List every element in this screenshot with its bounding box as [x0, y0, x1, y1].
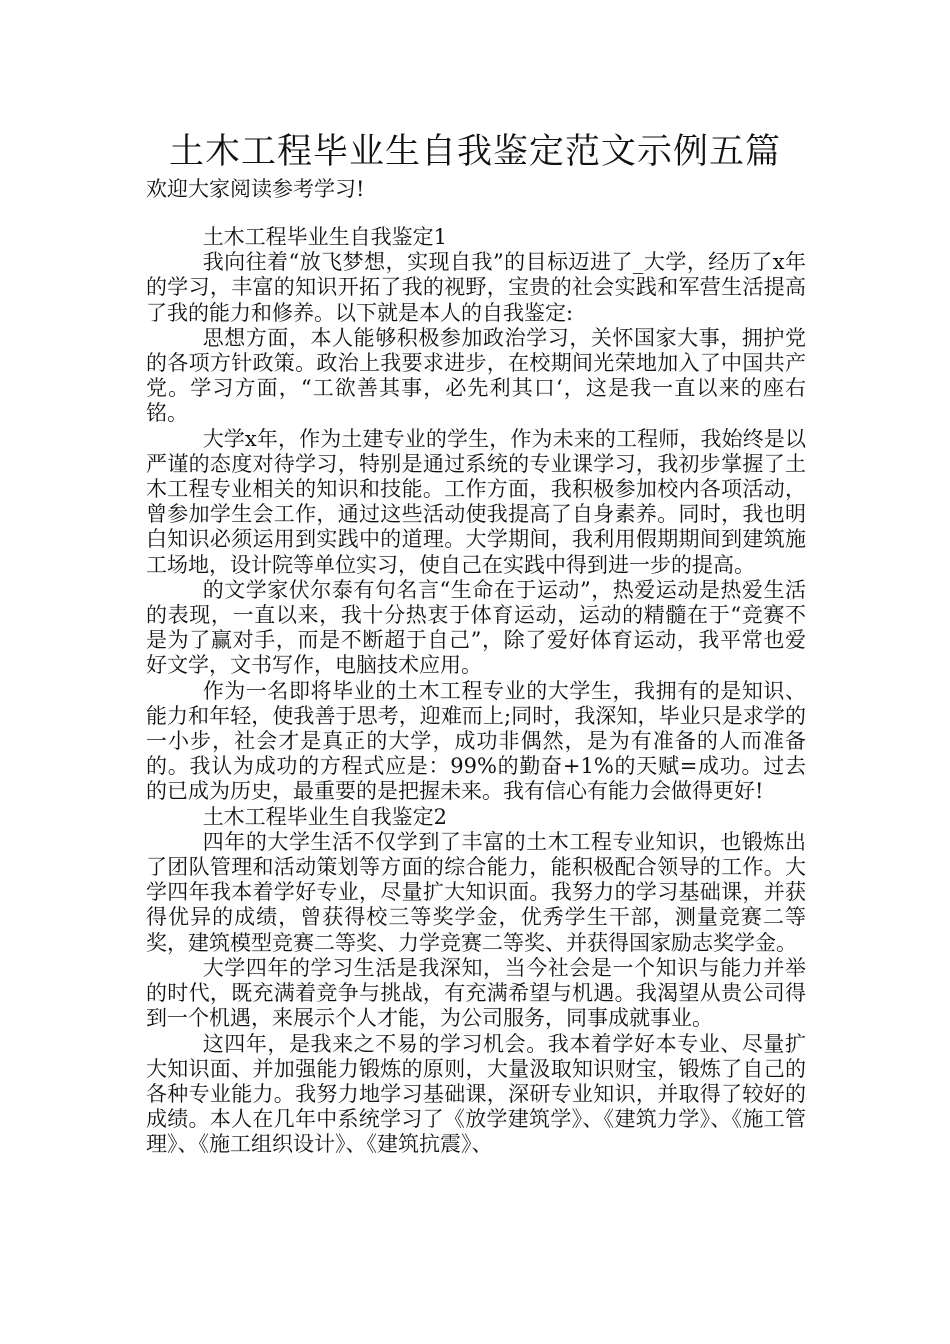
paragraph: 的文学家伏尔泰有句名言“生命在于运动”，热爱运动是热爱生活的表现，一直以来，我十分热衷于体育运动，运动的精髓在于“竞赛不是为了赢对手，而是不断超于自己”，除了爱好体育运动，我平常也爱好文学，文书写作，电脑技术应用。 — [146, 577, 806, 678]
paragraph: 大学四年的学习生活是我深知，当今社会是一个知识与能力并举的时代，既充满着竞争与挑战，有充满希望与机遇。我渴望从贵公司得到一个机遇，来展示个人才能，为公司服务，同事成就事业。 — [146, 955, 806, 1031]
paragraph: 四年的大学生活不仅学到了丰富的土木工程专业知识，也锻炼出了团队管理和活动策划等方面的综合能力，能积极配合领导的工作。大学四年我本着学好专业，尽量扩大知识面。我努力的学习基础课，并获得优异的成绩，曾获得校三等奖学金，优秀学生干部，测量竞赛二等奖，建筑模型竞赛二等奖、力学竞赛二等奖、并获得国家励志奖学金。 — [146, 829, 806, 955]
paragraph: 作为一名即将毕业的土木工程专业的大学生，我拥有的是知识、能力和年轻，使我善于思考，迎难而上;同时，我深知，毕业只是求学的一小步，社会才是真正的大学，成功非偶然，是为有准备的人而准备的。我认为成功的方程式应是：99%的勤奋+1%的天赋=成功。过去的已成为历史，最重要的是把握未来。我有信心有能力会做得更好! — [146, 678, 806, 804]
document-body — [146, 225, 806, 1158]
paragraph: 思想方面，本人能够积极参加政治学习，关怀国家大事，拥护党的各项方针政策。政治上我要求进步，在校期间光荣地加入了中国共产党。学习方面，“工欲善其事，必先利其口‘，这是我一直以来的座右铭。 — [146, 325, 806, 426]
intro-text: 欢迎大家阅读参考学习! — [146, 177, 365, 201]
section-heading: 土木工程毕业生自我鉴定1 — [202, 225, 448, 249]
paragraph: 大学x年，作为土建专业的学生，作为未来的工程师，我始终是以严谨的态度对待学习，特别是通过系统的专业课学习，我初步掌握了土木工程专业相关的知识和技能。工作方面，我积极参加校内各项活动，曾参加学生会工作，通过这些活动使我提高了自身素养。同时，我也明白知识必须运用到实践中的道理。大学期间，我利用假期期间到建筑施工场地，设计院等单位实习，使自己在实践中得到进一步的提高。 — [146, 426, 806, 577]
section-heading: 土木工程毕业生自我鉴定2 — [202, 804, 448, 829]
paragraph: 这四年，是我来之不易的学习机会。我本着学好本专业、尽量扩大知识面、并加强能力锻炼的原则，大量汲取知识财宝，锻炼了自己的各种专业能力。我努力地学习基础课，深研专业知识，并取得了较好的成绩。本人在几年中系统学习了《放学建筑学》、《建筑力学》、《施工管理》、《施工组织设计》、《建筑抗震》、 — [146, 1031, 806, 1157]
document-title: 土木工程毕业生自我鉴定范文示例五篇 — [168, 132, 781, 172]
paragraph: 我向往着“放飞梦想，实现自我”的目标迈进了_大学，经历了x年的学习，丰富的知识开拓了我的视野，宝贵的社会实践和军营生活提高了我的能力和修养。以下就是本人的自我鉴定: — [146, 250, 806, 325]
